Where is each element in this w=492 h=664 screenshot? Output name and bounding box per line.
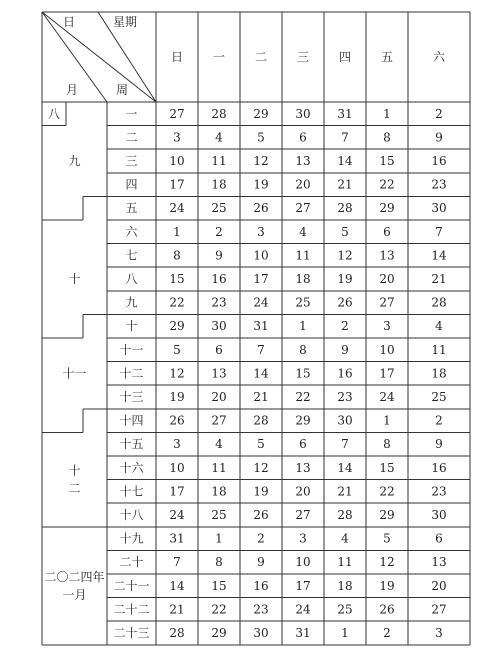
day-cell: 22 xyxy=(295,390,311,404)
day-cell: 12 xyxy=(379,555,395,570)
day-cell: 30 xyxy=(431,201,447,216)
table-row xyxy=(125,201,446,215)
day-cell: 20 xyxy=(295,177,311,192)
day-cell: 16 xyxy=(431,460,447,475)
day-cell: 11 xyxy=(295,248,311,263)
day-cell: 8 xyxy=(383,130,391,145)
table-row xyxy=(125,295,446,310)
day-cell: 11 xyxy=(431,342,447,357)
day-cell: 13 xyxy=(295,154,311,168)
day-cell: 8 xyxy=(299,342,307,357)
table-row xyxy=(125,318,443,333)
week-number-cell: 十三 xyxy=(119,390,144,404)
day-cell: 14 xyxy=(431,248,447,263)
week-number-cell: 十九 xyxy=(119,531,144,546)
day-cell: 5 xyxy=(383,531,391,546)
day-cell: 12 xyxy=(253,460,269,475)
day-cell: 19 xyxy=(337,272,353,286)
day-cell: 18 xyxy=(431,366,447,381)
day-cell: 28 xyxy=(337,508,353,522)
day-cell: 20 xyxy=(295,484,311,499)
day-cell: 14 xyxy=(169,578,185,593)
day-cell: 14 xyxy=(253,366,269,381)
day-cell: 31 xyxy=(295,626,311,640)
month-label: 八 xyxy=(47,106,61,121)
day-cell: 5 xyxy=(173,342,181,357)
day-cell: 3 xyxy=(383,319,391,334)
day-cell: 26 xyxy=(379,602,395,617)
day-cell: 18 xyxy=(211,484,227,499)
day-cell: 1 xyxy=(383,413,391,428)
week-rows xyxy=(113,107,447,640)
week-number-cell: 二十 xyxy=(119,555,144,570)
day-cell: 27 xyxy=(295,508,311,522)
day-cell: 15 xyxy=(379,154,395,168)
day-cell: 31 xyxy=(253,319,269,334)
day-cell: 23 xyxy=(253,602,269,617)
month-label: 九 xyxy=(68,154,81,168)
week-number-cell: 七 xyxy=(125,248,138,263)
day-cell: 17 xyxy=(379,366,395,381)
day-cell: 7 xyxy=(257,342,265,357)
day-cell: 29 xyxy=(295,413,311,428)
day-cell: 30 xyxy=(337,413,353,428)
day-cell: 12 xyxy=(253,154,269,168)
day-cell: 27 xyxy=(431,602,447,617)
day-cell: 4 xyxy=(341,531,349,546)
month-label: 二〇二四年 xyxy=(44,569,105,584)
day-cell: 21 xyxy=(337,177,353,192)
day-cell: 29 xyxy=(379,508,395,522)
table-row xyxy=(119,413,442,428)
day-cell: 4 xyxy=(215,130,223,145)
day-cell: 27 xyxy=(211,413,227,428)
day-cell: 4 xyxy=(215,437,223,452)
week-number-cell: 十七 xyxy=(119,484,144,499)
day-cell: 25 xyxy=(295,295,311,310)
table-row xyxy=(125,154,446,168)
weekday-header: 二 xyxy=(254,50,268,64)
weekday-header: 一 xyxy=(212,50,226,64)
day-cell: 9 xyxy=(341,342,349,357)
week-number-cell: 二十三 xyxy=(113,626,150,640)
week-number-cell: 十二 xyxy=(119,366,144,381)
day-cell: 16 xyxy=(337,366,353,381)
day-cell: 24 xyxy=(295,602,311,617)
day-cell: 9 xyxy=(435,130,443,145)
day-cell: 20 xyxy=(211,390,227,404)
day-cell: 7 xyxy=(341,437,349,452)
day-cell: 6 xyxy=(383,224,391,239)
day-cell: 3 xyxy=(173,130,181,145)
day-cell: 17 xyxy=(295,578,311,593)
day-cell: 23 xyxy=(211,295,227,310)
table-row xyxy=(119,460,446,475)
day-cell: 28 xyxy=(431,295,447,310)
day-cell: 23 xyxy=(337,390,353,404)
corner-label-weekday: 星期 xyxy=(112,15,138,29)
table-row xyxy=(113,578,446,593)
day-cell: 19 xyxy=(379,578,395,593)
day-cell: 8 xyxy=(215,555,223,570)
weekday-header: 三 xyxy=(296,50,310,64)
corner-label-month: 月 xyxy=(65,83,79,97)
day-cell: 2 xyxy=(435,413,443,428)
table-row xyxy=(125,107,442,121)
day-cell: 2 xyxy=(215,224,223,239)
corner-label-week: 周 xyxy=(115,83,129,97)
day-cell: 27 xyxy=(379,295,395,310)
day-cell: 19 xyxy=(169,390,185,404)
day-cell: 11 xyxy=(211,460,227,475)
table-row xyxy=(119,483,446,498)
day-cell: 13 xyxy=(295,460,311,475)
day-cell: 22 xyxy=(379,177,395,192)
day-cell: 14 xyxy=(337,460,353,475)
table-row xyxy=(119,554,446,569)
table-row xyxy=(125,247,447,262)
day-cell: 27 xyxy=(169,106,185,121)
day-cell: 20 xyxy=(431,578,447,593)
day-cell: 11 xyxy=(337,555,353,570)
day-cell: 24 xyxy=(379,390,395,404)
day-cell: 13 xyxy=(211,366,227,381)
day-cell: 25 xyxy=(211,508,227,522)
day-cell: 23 xyxy=(431,177,447,192)
day-cell: 15 xyxy=(211,578,227,593)
day-cell: 22 xyxy=(211,602,227,617)
table-row xyxy=(125,178,446,192)
day-cell: 28 xyxy=(253,413,269,428)
day-cell: 10 xyxy=(253,248,269,263)
day-cell: 28 xyxy=(337,201,353,216)
day-cell: 1 xyxy=(173,224,181,239)
table-row xyxy=(119,342,446,357)
day-cell: 26 xyxy=(337,295,353,310)
table-row xyxy=(113,625,442,640)
day-cell: 12 xyxy=(169,366,185,381)
day-cell: 8 xyxy=(383,437,391,452)
day-cell: 15 xyxy=(295,366,311,381)
day-cell: 27 xyxy=(295,201,311,216)
day-cell: 7 xyxy=(435,224,443,239)
day-cell: 1 xyxy=(341,626,349,640)
day-cell: 1 xyxy=(215,531,223,546)
week-number-cell: 二十一 xyxy=(113,578,150,593)
day-cell: 30 xyxy=(431,508,447,522)
day-cell: 18 xyxy=(211,177,227,192)
week-number-cell: 一 xyxy=(125,106,138,121)
table-row xyxy=(119,507,446,522)
day-cell: 25 xyxy=(211,201,227,216)
day-cell: 6 xyxy=(299,437,307,452)
table-row xyxy=(113,601,446,616)
day-cell: 15 xyxy=(379,460,395,475)
day-cell: 9 xyxy=(257,555,265,570)
day-cell: 26 xyxy=(253,508,269,522)
corner-label-day: 日 xyxy=(62,15,76,29)
table-row xyxy=(119,365,446,380)
day-cell: 5 xyxy=(341,224,349,239)
day-cell: 24 xyxy=(169,508,185,522)
weekday-header: 六 xyxy=(432,50,446,64)
month-label: 十 xyxy=(68,272,81,286)
week-number-cell: 十四 xyxy=(119,413,144,428)
week-number-cell: 二十二 xyxy=(113,602,150,617)
day-cell: 5 xyxy=(257,437,265,452)
table-row xyxy=(119,531,442,546)
month-label: 十 xyxy=(68,463,81,478)
day-cell: 16 xyxy=(211,272,227,286)
day-cell: 2 xyxy=(257,531,265,546)
day-cell: 1 xyxy=(383,106,391,121)
month-label: 一月 xyxy=(62,587,87,602)
day-cell: 29 xyxy=(253,106,269,121)
day-cell: 14 xyxy=(337,154,353,168)
day-cell: 25 xyxy=(431,390,447,404)
table-row xyxy=(119,389,446,404)
day-cell: 29 xyxy=(379,201,395,216)
day-cell: 21 xyxy=(337,484,353,499)
month-column xyxy=(44,107,104,602)
day-cell: 28 xyxy=(169,626,185,640)
day-cell: 18 xyxy=(295,272,311,286)
day-cell: 8 xyxy=(173,248,181,263)
day-cell: 18 xyxy=(337,578,353,593)
day-cell: 16 xyxy=(253,578,269,593)
weekday-header-row xyxy=(171,50,446,64)
corner-diagonal-line xyxy=(42,12,156,102)
day-cell: 26 xyxy=(169,413,185,428)
day-cell: 4 xyxy=(299,224,307,239)
day-cell: 23 xyxy=(431,484,447,499)
day-cell: 21 xyxy=(169,602,185,617)
table-row xyxy=(125,130,442,144)
day-cell: 12 xyxy=(337,248,353,263)
day-cell: 16 xyxy=(431,154,447,168)
day-cell: 2 xyxy=(383,626,391,640)
day-cell: 13 xyxy=(431,555,447,570)
table-row xyxy=(119,436,442,451)
day-cell: 4 xyxy=(435,319,443,334)
week-number-cell: 十八 xyxy=(119,508,144,522)
day-cell: 6 xyxy=(215,342,223,357)
day-cell: 31 xyxy=(337,106,353,121)
day-cell: 31 xyxy=(169,531,185,546)
week-number-cell: 九 xyxy=(125,295,138,310)
day-cell: 9 xyxy=(435,437,443,452)
day-cell: 25 xyxy=(337,602,353,617)
day-cell: 19 xyxy=(253,177,269,192)
week-number-cell: 六 xyxy=(125,224,138,239)
day-cell: 10 xyxy=(169,460,185,475)
day-cell: 2 xyxy=(341,319,349,334)
day-cell: 17 xyxy=(169,177,185,192)
day-cell: 17 xyxy=(253,272,269,286)
day-cell: 11 xyxy=(211,154,227,168)
day-cell: 3 xyxy=(435,626,443,640)
day-cell: 9 xyxy=(215,248,223,263)
day-cell: 3 xyxy=(173,437,181,452)
day-cell: 28 xyxy=(211,106,227,121)
day-cell: 7 xyxy=(341,130,349,145)
day-cell: 5 xyxy=(257,130,265,145)
day-cell: 19 xyxy=(253,484,269,499)
day-cell: 2 xyxy=(435,106,443,121)
week-number-cell: 十六 xyxy=(119,460,144,475)
day-cell: 13 xyxy=(379,248,395,263)
table-row xyxy=(125,225,442,239)
week-number-cell: 十五 xyxy=(119,437,144,452)
day-cell: 15 xyxy=(169,272,185,286)
week-number-cell: 二 xyxy=(125,130,138,145)
month-label: 二 xyxy=(68,481,81,496)
day-cell: 22 xyxy=(169,295,185,310)
week-number-cell: 四 xyxy=(125,177,138,192)
week-number-cell: 五 xyxy=(125,201,138,216)
day-cell: 29 xyxy=(169,319,185,334)
day-cell: 3 xyxy=(257,224,265,239)
day-cell: 26 xyxy=(253,201,269,216)
weekday-header: 五 xyxy=(380,50,394,64)
month-label: 十一 xyxy=(62,366,87,381)
week-number-cell: 八 xyxy=(125,272,138,286)
day-cell: 30 xyxy=(211,319,227,334)
day-cell: 20 xyxy=(379,272,395,286)
day-cell: 21 xyxy=(253,390,269,404)
day-cell: 6 xyxy=(299,130,307,145)
day-cell: 10 xyxy=(169,154,185,168)
day-cell: 30 xyxy=(295,106,311,121)
day-cell: 24 xyxy=(253,295,269,310)
weekday-header: 日 xyxy=(170,50,184,64)
day-cell: 22 xyxy=(379,484,395,499)
day-cell: 10 xyxy=(379,342,395,357)
weekday-header: 四 xyxy=(338,50,352,64)
day-cell: 21 xyxy=(431,272,447,286)
day-cell: 17 xyxy=(169,484,185,499)
day-cell: 24 xyxy=(169,201,185,216)
day-cell: 7 xyxy=(173,555,181,570)
week-number-cell: 十一 xyxy=(119,342,144,357)
week-number-cell: 十 xyxy=(125,319,138,334)
week-number-cell: 三 xyxy=(125,154,138,168)
day-cell: 1 xyxy=(299,319,307,334)
day-cell: 29 xyxy=(211,626,227,640)
day-cell: 30 xyxy=(253,626,269,640)
day-cell: 6 xyxy=(435,531,443,546)
table-row xyxy=(125,272,446,286)
day-cell: 3 xyxy=(299,531,307,546)
day-cell: 10 xyxy=(295,555,311,570)
